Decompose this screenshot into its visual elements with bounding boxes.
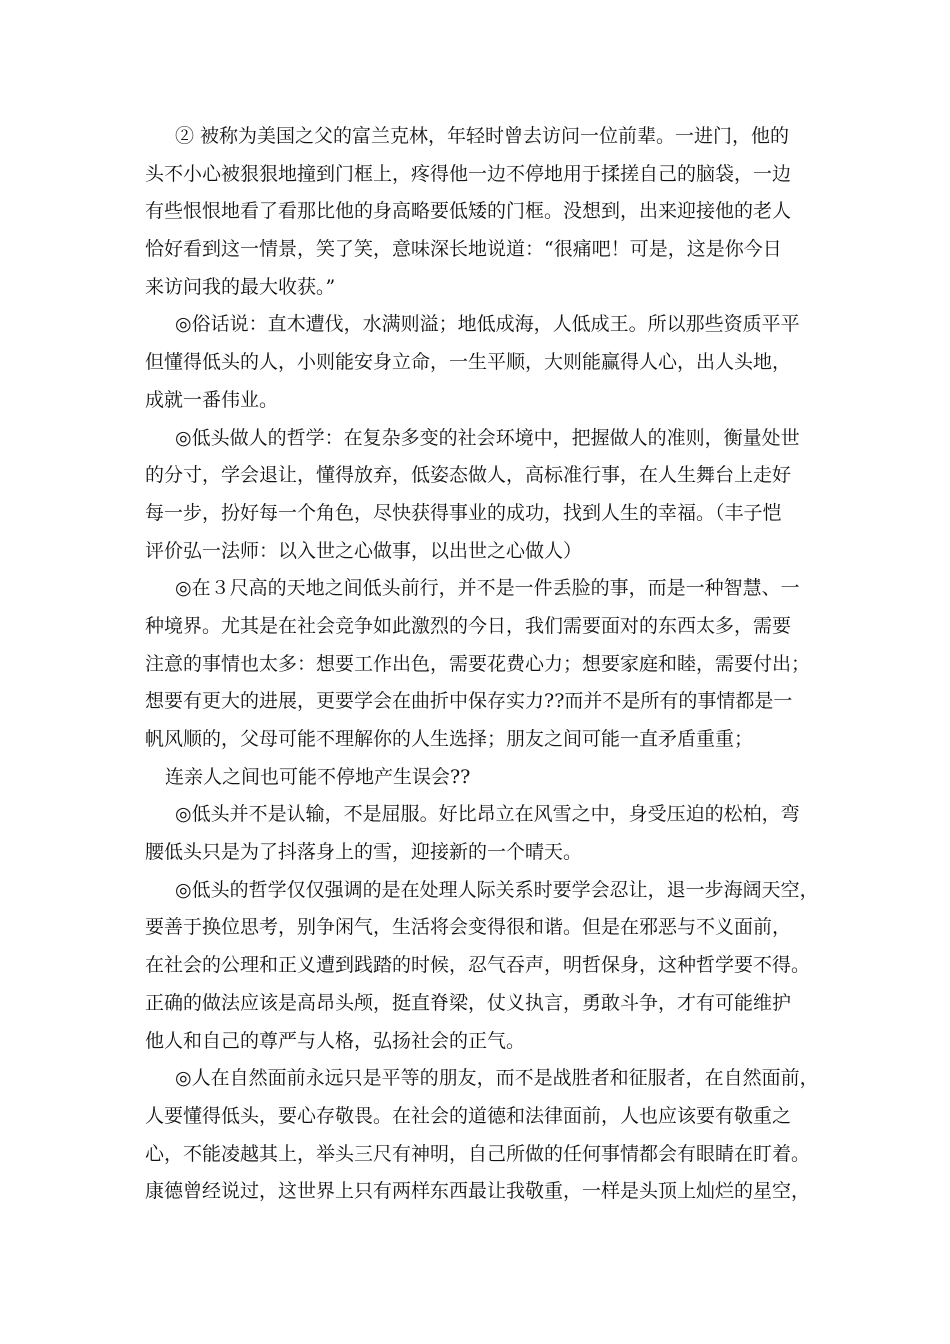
paragraph-line: 人要懂得低头，要心存敬畏。在社会的道德和法律面前，人也应该要有敬重之 [145, 1104, 792, 1127]
paragraph-line: 注意的事情也太多：想要工作出色，需要花费心力；想要家庭和睦，需要付出； [145, 652, 811, 675]
paragraph-line: ◎在３尺高的天地之间低头前行，并不是一件丢脸的事，而是一种智慧、一 [175, 577, 800, 600]
paragraph-line: ◎低头做人的哲学：在复杂多变的社会环境中，把握做人的准则，衡量处世 [175, 426, 800, 449]
paragraph-line: 在社会的公理和正义遭到践踏的时候，忍气吞声，明哲保身，这种哲学要不得。 [145, 954, 811, 977]
paragraph-line: 但懂得低头的人，小则能安身立命，一生平顺，大则能赢得人心，出人头地， [145, 351, 792, 374]
paragraph-line: 每一步，扮好每一个角色，尽快获得事业的成功，找到人生的幸福。（丰子恺 [145, 501, 782, 524]
paragraph-line: ◎低头并不是认输，不是屈服。好比昂立在风雪之中，身受压迫的松柏，弯 [175, 803, 800, 826]
paragraph-line: ◎低头的哲学仅仅强调的是在处理人际关系时要学会忍让，退一步海阔天空， [175, 878, 819, 901]
paragraph-line: 正确的做法应该是高昂头颅，挺直脊梁，仗义执言，勇敢斗争，才有可能维护 [145, 991, 792, 1014]
paragraph-line: 种境界。尤其是在社会竞争如此激烈的今日，我们需要面对的东西太多，需要 [145, 614, 792, 637]
paragraph-line: 来访问我的最大收获。” [145, 275, 336, 298]
paragraph-line: 康德曾经说过，这世界上只有两样东西最让我敬重，一样是头顶上灿烂的星空， [145, 1180, 811, 1203]
paragraph-line: 帆风顺的，父母可能不理解你的人生选择；朋友之间可能一直矛盾重重； [145, 728, 754, 750]
paragraph-line: ◎人在自然面前永远只是平等的朋友，而不是战胜者和征服者，在自然面前， [175, 1067, 819, 1090]
paragraph-line: 头不小心被狠狠地撞到门框上，疼得他一边不停地用于揉搓自己的脑袋，一边 [145, 162, 792, 185]
paragraph-line: 他人和自己的尊严与人格，弘扬社会的正气。 [145, 1029, 526, 1052]
paragraph-line: 评价弘一法师：以入世之心做事，以出世之心做人） [145, 539, 583, 562]
paragraph-line: 心，不能凌越其上，举头三尺有神明，自己所做的任何事情都会有眼睛在盯着。 [145, 1142, 811, 1165]
paragraph-line: 有些恨恨地看了看那比他的身高略要低矮的门框。没想到，出来迎接他的老人 [145, 200, 792, 223]
paragraph-line: 的分寸，学会退让，懂得放弃，低姿态做人，高标准行事，在人生舞台上走好 [145, 464, 792, 487]
paragraph-line: 想要有更大的进展，更要学会在曲折中保存实力??而并不是所有的事情都是一 [145, 690, 793, 713]
paragraph-line: ② 被称为美国之父的富兰克林，年轻时曾去访问一位前辈。一进门，他的 [175, 125, 790, 147]
paragraph-line: 要善于换位思考，别争闲气，生活将会变得很和谐。但是在邪恶与不义面前， [145, 916, 792, 939]
paragraph-line: 成就一番伟业。 [145, 388, 279, 411]
paragraph-line: 恰好看到这一情景，笑了笑，意味深长地说道：“很痛吧！可是，这是你今日 [145, 238, 782, 261]
paragraph-line: 腰低头只是为了抖落身上的雪，迎接新的一个晴天。 [145, 841, 583, 864]
paragraph-line: 连亲人之间也可能不停地产生误会?? [165, 765, 471, 788]
document-body [145, 118, 825, 1211]
paragraph-line: ◎俗话说：直木遭伐，水满则溢；地低成海，人低成王。所以那些资质平平 [175, 313, 800, 336]
